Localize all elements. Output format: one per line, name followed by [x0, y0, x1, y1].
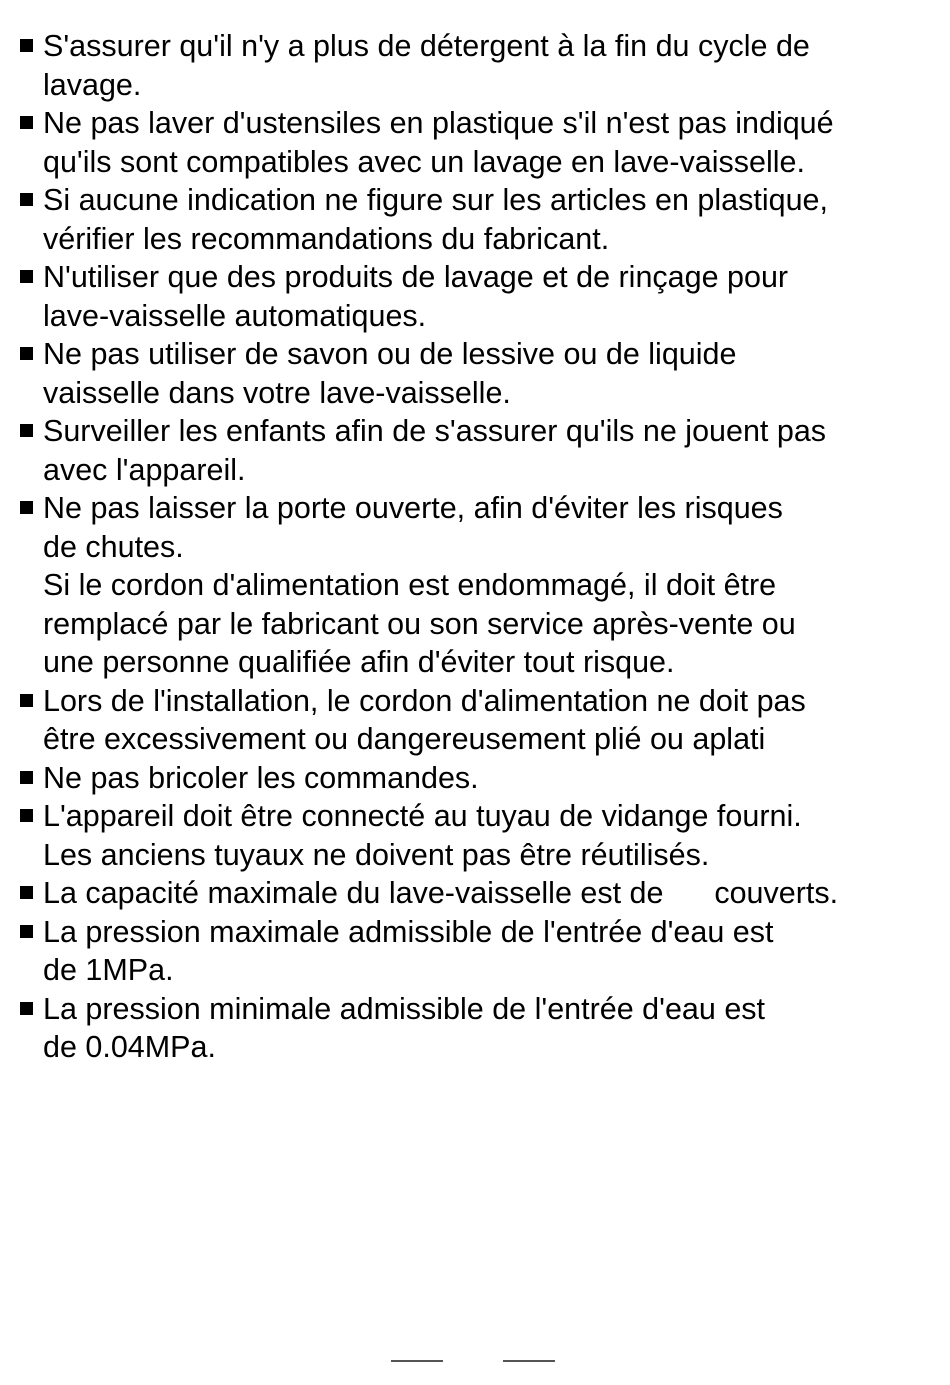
list-item: [18, 797, 948, 874]
list-item: [18, 874, 948, 913]
list-item: [18, 412, 948, 489]
item-text-line: avec l'appareil.: [43, 452, 246, 487]
item-text-line: La capacité maximale du lave-vaisselle est de couverts.: [43, 876, 839, 910]
item-text-line: L'appareil doit être connecté au tuyau de vidange fourni.: [43, 799, 802, 833]
footer-divider-right: [503, 1360, 555, 1362]
safety-instructions-list: [18, 27, 948, 1067]
square-bullet-icon: [20, 116, 33, 129]
item-text-line: Surveiller les enfants afin de s'assurer qu'ils ne jouent pas: [43, 414, 827, 448]
square-bullet-icon: [20, 771, 33, 784]
square-bullet-icon: [20, 501, 33, 514]
item-text-line: Ne pas utiliser de savon ou de lessive ou de liquide: [43, 337, 737, 371]
item-text-line: remplacé par le fabricant ou son service après-vente ou: [43, 606, 796, 641]
square-bullet-icon: [20, 347, 33, 360]
item-text-line: lave-vaisselle automatiques.: [43, 298, 427, 333]
square-bullet-icon: [20, 270, 33, 283]
item-text-line: Les anciens tuyaux ne doivent pas être réutilisés.: [43, 837, 710, 872]
item-text-line: La pression maximale admissible de l'entrée d'eau est: [43, 914, 774, 949]
list-item: [18, 913, 948, 990]
footer-divider-left: [391, 1360, 443, 1362]
square-bullet-icon: [20, 39, 33, 52]
list-item: [18, 258, 948, 335]
square-bullet-icon: [20, 193, 33, 206]
list-item: [18, 990, 948, 1067]
item-text-line: lavage.: [43, 67, 142, 102]
item-text-line: Lors de l'installation, le cordon d'alimentation ne doit pas: [43, 683, 806, 718]
item-text-line: de 0.04MPa.: [43, 1030, 216, 1064]
list-item: [18, 104, 948, 181]
square-bullet-icon: [20, 424, 33, 437]
square-bullet-icon: [20, 886, 33, 899]
square-bullet-icon: [20, 809, 33, 822]
item-text-line: une personne qualifiée afin d'éviter tout risque.: [43, 645, 675, 679]
item-text-line: Ne pas laver d'ustensiles en plastique s'il n'est pas indiqué: [43, 106, 834, 140]
item-text-line: qu'ils sont compatibles avec un lavage en lave-vaisselle.: [43, 144, 805, 179]
item-text-line: vaisselle dans votre lave-vaisselle.: [43, 375, 511, 410]
square-bullet-icon: [20, 925, 33, 938]
list-item: [18, 181, 948, 258]
item-text-line: Ne pas laisser la porte ouverte, afin d'éviter les risques: [43, 491, 783, 525]
item-text-line: être excessivement ou dangereusement plié ou aplati: [43, 722, 766, 756]
item-text-line: S'assurer qu'il n'y a plus de détergent à la fin du cycle de: [43, 29, 810, 63]
item-text-line: Si aucune indication ne figure sur les articles en plastique,: [43, 183, 828, 217]
item-text-line: N'utiliser que des produits de lavage et de rinçage pour: [43, 260, 789, 294]
item-text-line: Ne pas bricoler les commandes.: [43, 760, 479, 795]
square-bullet-icon: [20, 694, 33, 707]
list-item: [18, 759, 948, 798]
list-item: [18, 489, 948, 682]
list-item: [18, 335, 948, 412]
item-text-line: Si le cordon d'alimentation est endommagé, il doit être: [43, 568, 777, 602]
item-text-line: vérifier les recommandations du fabricant.: [43, 221, 610, 256]
item-text-line: de chutes.: [43, 529, 184, 564]
square-bullet-icon: [20, 1002, 33, 1015]
list-item: [18, 27, 948, 104]
item-text-line: La pression minimale admissible de l'entrée d'eau est: [43, 991, 766, 1026]
item-text-line: de 1MPa.: [43, 953, 174, 987]
list-item: [18, 682, 948, 759]
